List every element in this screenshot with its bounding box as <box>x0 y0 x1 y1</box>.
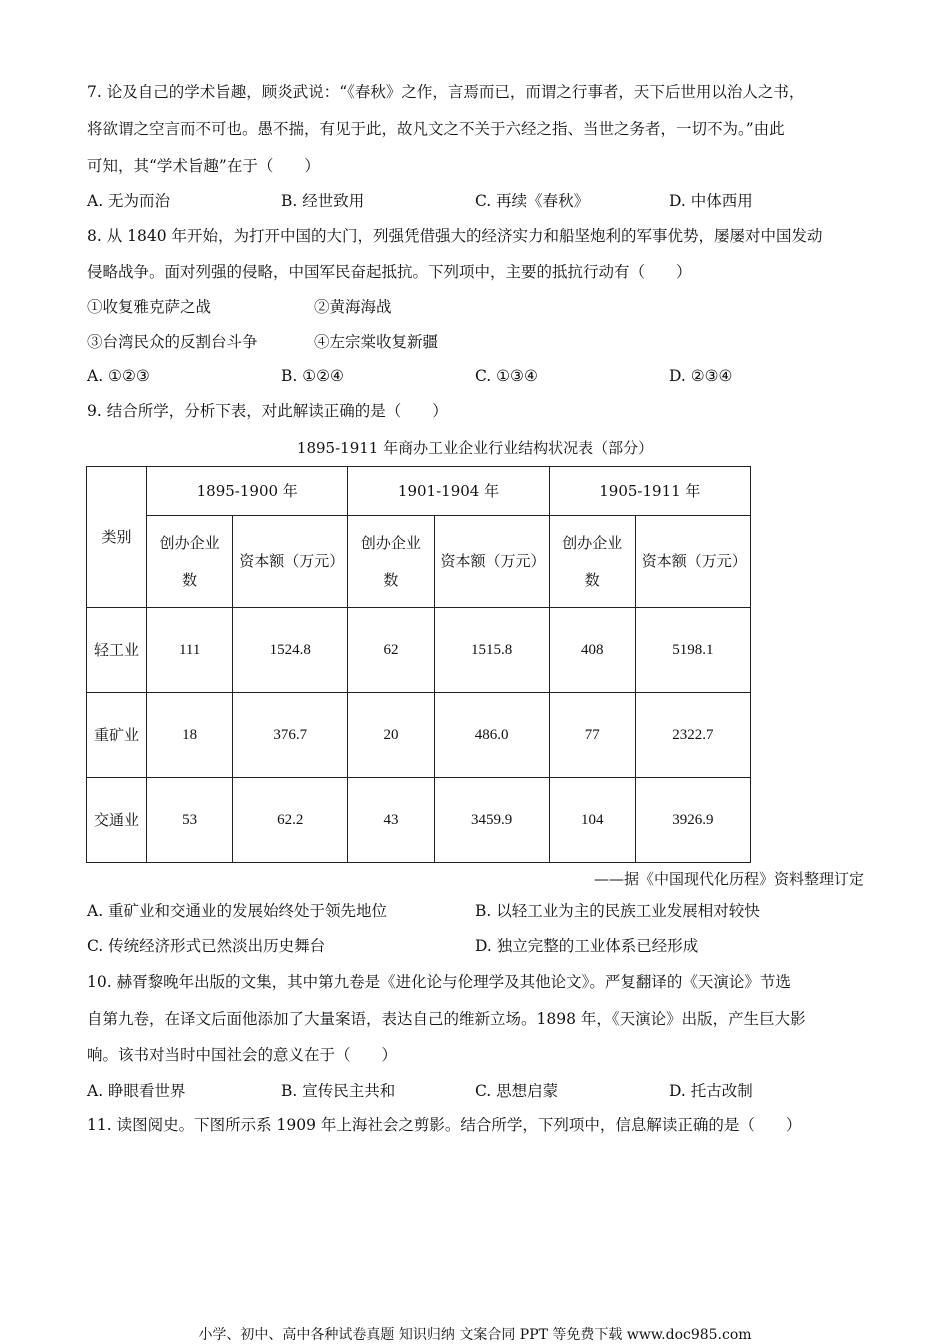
q8-item-2: ②黄海海战 <box>314 298 392 316</box>
table-cell: 3459.9 <box>434 778 549 863</box>
q10-stem-line-2: 自第九卷，在译文后面他添加了大量案语，表达自己的维新立场。1898 年，《天演论》出版，产生巨大影 <box>87 1010 806 1028</box>
q8-item-3: ③台湾民众的反割台斗争 <box>87 333 258 351</box>
table-caption: 1895-1911 年商办工业企业行业结构状况表（部分） <box>296 439 654 457</box>
q9-option-a: A. 重矿业和交通业的发展始终处于领先地位 <box>87 902 388 920</box>
q8-item-4: ④左宗棠收复新疆 <box>314 333 439 351</box>
table-row <box>87 693 751 778</box>
table-row <box>87 608 751 693</box>
q9-option-c: C. 传统经济形式已然淡出历史舞台 <box>87 937 326 955</box>
row-label: 交通业 <box>87 778 147 863</box>
q8-option-a: A. ①②③ <box>87 367 150 385</box>
q8-option-c: C. ①③④ <box>475 367 538 385</box>
table-cell: 104 <box>549 778 635 863</box>
table-cell: 62.2 <box>233 778 348 863</box>
table-cell: 53 <box>147 778 233 863</box>
sub-header: 资本额（万元） <box>635 516 750 608</box>
q7-stem-line-3: 可知，其“学术旨趣”在于（ ） <box>87 157 320 175</box>
q9-stem: 9. 结合所学，分析下表，对此解读正确的是（ ） <box>87 402 448 420</box>
table-cell: 43 <box>348 778 434 863</box>
sub-header: 资本额（万元） <box>434 516 549 608</box>
industry-structure-table <box>86 466 751 863</box>
table-cell: 408 <box>549 608 635 693</box>
q8-option-b: B. ①②④ <box>281 367 344 385</box>
q10-stem-line-1: 10. 赫胥黎晚年出版的文集，其中第九卷是《进化论与伦理学及其他论文》。严复翻译的《天演论》节选 <box>87 973 791 991</box>
period-header-2: 1901-1904 年 <box>348 467 549 516</box>
sub-header: 创办企业数 <box>147 516 233 608</box>
q9-option-b: B. 以轻工业为主的民族工业发展相对较快 <box>475 902 760 920</box>
q10-option-a: A. 睁眼看世界 <box>87 1082 186 1100</box>
q7-stem-line-1: 7. 论及自己的学术旨趣，顾炎武说：“《春秋》之作，言焉而已，而谓之行事者，天下后世用以治人之书， <box>87 83 805 101</box>
category-header: 类别 <box>87 467 147 608</box>
table-cell: 1515.8 <box>434 608 549 693</box>
table-cell: 3926.9 <box>635 778 750 863</box>
q8-item-1: ①收复雅克萨之战 <box>87 298 212 316</box>
table-cell: 20 <box>348 693 434 778</box>
table-cell: 111 <box>147 608 233 693</box>
footer-text: 小学、初中、高中各种试卷真题 知识归纳 文案合同 PPT 等免费下载 www.doc985.com <box>198 1327 752 1343</box>
q8-stem-line-1: 8. 从 1840 年开始，为打开中国的大门，列强凭借强大的经济实力和船坚炮利的军事优势，屡屡对中国发动 <box>87 227 823 245</box>
sub-header: 资本额（万元） <box>233 516 348 608</box>
row-label: 重矿业 <box>87 693 147 778</box>
table-source: ——据《中国现代化历程》资料整理订定 <box>593 870 864 888</box>
table-cell: 1524.8 <box>233 608 348 693</box>
table-cell: 2322.7 <box>635 693 750 778</box>
table-cell: 18 <box>147 693 233 778</box>
sub-header: 创办企业数 <box>348 516 434 608</box>
period-header-3: 1905-1911 年 <box>549 467 750 516</box>
table-cell: 5198.1 <box>635 608 750 693</box>
q11-stem: 11. 读图阅史。下图所示系 1909 年上海社会之剪影。结合所学，下列项中，信息解读正确的是（ ） <box>87 1116 802 1134</box>
table-cell: 62 <box>348 608 434 693</box>
q7-option-b: B. 经世致用 <box>281 192 365 210</box>
q7-option-c: C. 再续《春秋》 <box>475 192 590 210</box>
table-cell: 486.0 <box>434 693 549 778</box>
q7-option-d: D. 中体西用 <box>669 192 753 210</box>
row-label: 轻工业 <box>87 608 147 693</box>
table-cell: 77 <box>549 693 635 778</box>
period-header-1: 1895-1900 年 <box>147 467 348 516</box>
q10-option-c: C. 思想启蒙 <box>475 1082 559 1100</box>
q10-option-b: B. 宣传民主共和 <box>281 1082 396 1100</box>
table-cell: 376.7 <box>233 693 348 778</box>
q7-stem-line-2: 将欲谓之空言而不可也。愚不揣，有见于此，故凡文之不关于六经之指、当世之务者，一切不为。”由此 <box>87 120 785 138</box>
q9-option-d: D. 独立完整的工业体系已经形成 <box>475 937 699 955</box>
table-row <box>87 778 751 863</box>
q10-option-d: D. 托古改制 <box>669 1082 753 1100</box>
q8-stem-line-2: 侵略战争。面对列强的侵略，中国军民奋起抵抗。下列项中，主要的抵抗行动有（ ） <box>87 263 692 281</box>
q8-option-d: D. ②③④ <box>669 367 733 385</box>
sub-header: 创办企业数 <box>549 516 635 608</box>
q7-option-a: A. 无为而治 <box>87 192 171 210</box>
q10-stem-line-3: 响。该书对当时中国社会的意义在于（ ） <box>87 1046 398 1064</box>
